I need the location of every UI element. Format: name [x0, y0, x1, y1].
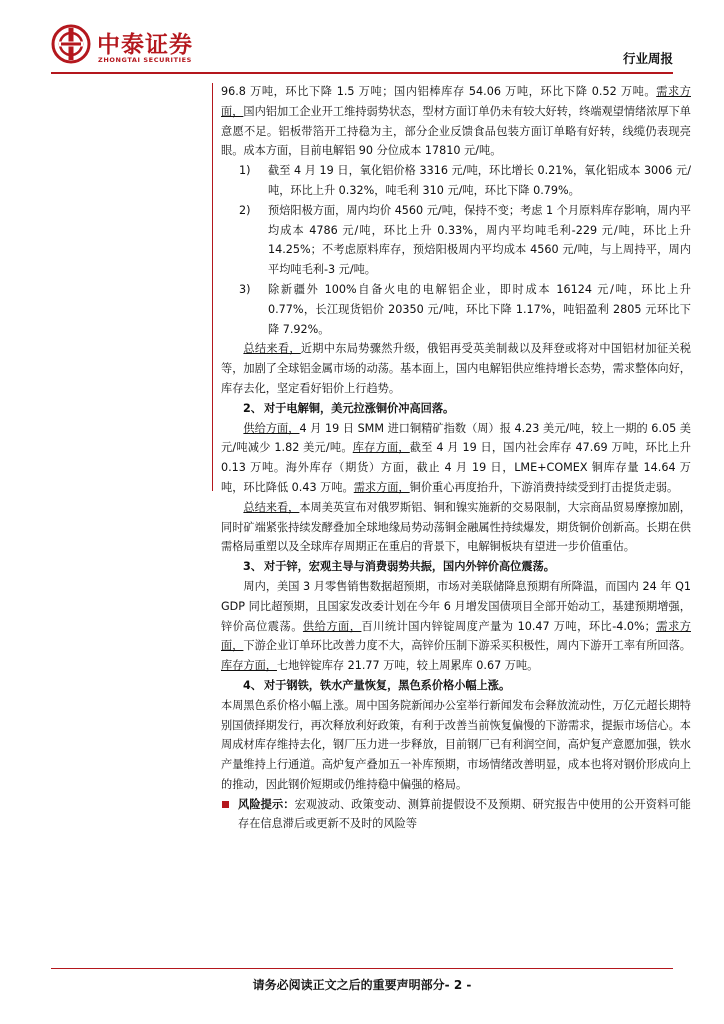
copper-supply-label: 供给方面， [243, 421, 300, 435]
aluminum-paragraph [221, 82, 691, 161]
zinc-macro-text: 周内，美国 3 月零售销售数据超预期，市场对美联储降息预期有所降温，而国内 24 年 Q1 GDP 同比超预期，且国家发改委计划在今年 6 月增发国债项目全部开始动工，基建预期增强，锌价高位震荡。 [221, 579, 691, 633]
zinc-heading-number: 3、 [243, 560, 262, 574]
copper-summary-text: 本周美英宣布对俄罗斯铝、铜和镍实施新的交易限制，大宗商品贸易摩擦加剧，同时矿端紧张持续发酵叠加全球地缘局势动荡铜金融属性持续爆发，期货铜价创新高。长期在供需格局重塑以及全球库存周期正在重启的背景下，电解铜板块有望进一步价值重估。 [221, 500, 691, 554]
list-item-text: 截至 4 月 19 日，氧化铝价格 3316 元/吨，环比增长 0.21%，氧化铝成本 3006 元/吨，环比上升 0.32%，吨毛利 310 元/吨，环比下降 0.79%。 [268, 164, 691, 197]
zinc-inventory-label: 库存方面， [221, 659, 277, 673]
zinc-paragraph [221, 577, 691, 676]
page-footer [0, 976, 724, 993]
footer-divider [51, 968, 673, 969]
disclaimer-notice: 请务必阅读正文之后的重要声明部分 [252, 978, 445, 992]
risk-warning [221, 795, 691, 835]
list-item-text: 预焙阳极方面，周内均价 4560 元/吨，保持不变；考虑 1 个月原料库存影响，周内平均成本 4786 元/吨，环比上升 0.33%，周内平均吨毛利-229 元/吨，环比上升 14.25%；不考虑原料库存，预焙阳极周内平均成本 4560 元/吨，与上周持平，周内平均吨毛利-3 元/吨。 [268, 203, 691, 277]
list-item [221, 201, 691, 280]
copper-supply-text: 4 月 19 日 SMM 进口铜精矿指数（周）报 4.23 美元/吨，较上一期的 6.05 美元/吨减少 1.82 美元/吨。 [221, 421, 691, 455]
zhongtai-logo-icon [51, 24, 91, 64]
zinc-demand-text: 下游企业订单环比改善力度不大，高锌价压制下游采买积极性，周内下游开工率有所回落。 [243, 639, 691, 653]
copper-heading-number: 2、 [243, 401, 262, 415]
aluminum-summary-label: 总结来看， [243, 342, 301, 356]
copper-inventory-text: 截至 4 月 19 日，国内社会库存 47.69 万吨，环比上升 0.13 万吨。海外库存（期货）方面，截止 4 月 19 日，LME+COMEX 铜库存量 14.64 万吨，环比降低 0.43 万吨。 [221, 441, 691, 494]
copper-paragraph [221, 419, 691, 498]
copper-heading [221, 399, 691, 419]
copper-demand-text: 铜价重心再度抬升，下游消费持续受到打击提货走弱。 [409, 480, 679, 494]
aluminum-inventory-text: 96.8 万吨，环比下降 1.5 万吨；国内铝棒库存 54.06 万吨，环比下降 0.52 万吨。 [221, 85, 657, 98]
header-divider [51, 72, 673, 74]
copper-heading-text: 对于电解铜，美元拉涨铜价冲高回落。 [264, 401, 455, 415]
zinc-heading-text: 对于锌，宏观主导与消费弱势共振，国内外锌价高位震荡。 [264, 560, 555, 574]
aluminum-demand-label: 需求方面， [221, 85, 691, 118]
list-item [221, 280, 691, 339]
report-body [221, 82, 691, 834]
copper-summary [221, 498, 691, 557]
risk-label: 风险提示： [238, 797, 295, 811]
steel-heading-text: 对于钢铁，铁水产量恢复，黑色系价格小幅上涨。 [264, 678, 511, 692]
steel-paragraph: 本周黑色系价格小幅上涨。周中国务院新闻办公室举行新闻发布会释放流动性，万亿元超长期特别国债择期发行，再次释放利好政策，有利于改善当前恢复偏慢的下游需求，提振市场信心。本周成材库存维持去化，钢厂压力进一步释放，目前钢厂已有利润空间，高炉复产意愿加强，铁水产量维持上行通道。高炉复产叠加五一补库预期，市场情绪改善明显，成本也将对钢价形成向上的推动，因此钢价短期或仍维持稳中偏强的格局。 [221, 698, 691, 791]
zinc-supply-label: 供给方面， [302, 619, 362, 633]
square-bullet-icon [221, 795, 238, 835]
margin-divider [212, 83, 213, 491]
aluminum-demand-text: 国内铝加工企业开工维持弱势状态，型材方面订单仍未有较大好转，终端观望情绪浓厚下单意愿不足。铝板带箔开工持稳为主，部分企业反馈食品包装方面订单略有好转，线缆仍表现亮眼。成本方面，目前电解铝 90 分位成本 17810 元/吨。 [221, 104, 691, 158]
logo-english-name: ZHONGTAI SECURITIES [98, 56, 192, 64]
zinc-inventory-text: 七地锌锭库存 21.77 万吨，较上周累库 0.67 万吨。 [276, 659, 539, 673]
list-item-number: 2) [239, 203, 251, 217]
copper-inventory-label: 库存方面， [352, 441, 410, 455]
steel-heading-number: 4、 [243, 678, 262, 692]
list-item [221, 161, 691, 201]
copper-summary-label: 总结来看， [243, 500, 300, 514]
logo-chinese-name: 中泰证券 [97, 32, 193, 58]
copper-demand-label: 需求方面， [353, 480, 410, 494]
steel-heading [221, 676, 691, 696]
aluminum-cost-list [221, 161, 691, 339]
list-item-number: 3) [239, 282, 251, 296]
company-logo [51, 24, 221, 68]
zinc-heading [221, 557, 691, 577]
list-item-text: 除新疆外 100%自备火电的电解铝企业，即时成本 16124 元/吨，环比上升 0.77%，长江现货铝价 20350 元/吨，环比下降 1.17%，吨铝盈利 2805 元环比下降 7.92%。 [268, 282, 691, 336]
page-number: - 2 - [444, 978, 472, 992]
risk-text-block [238, 795, 691, 835]
aluminum-summary [221, 339, 691, 398]
aluminum-summary-text: 近期中东局势骤然升级，俄铝再受英美制裁以及拜登或将对中国铝材加征关税等，加剧了全球铝金属市场的动荡。基本面上，国内电解铝供应维持增长态势，需求整体向好，库存去化，坚定看好铝价上行趋势。 [221, 342, 691, 395]
report-type: 行业周报 [622, 51, 673, 66]
list-item-number: 1) [239, 164, 251, 178]
risk-text: 宏观波动、政策变动、测算前提假设不及预期、研究报告中使用的公开资料可能存在信息滞后或更新不及时的风险等 [238, 797, 691, 831]
zinc-supply-text: 百川统计国内锌锭周度产量为 10.47 万吨，环比-4.0%； [361, 619, 656, 633]
zinc-demand-label: 需求方面， [221, 619, 691, 653]
